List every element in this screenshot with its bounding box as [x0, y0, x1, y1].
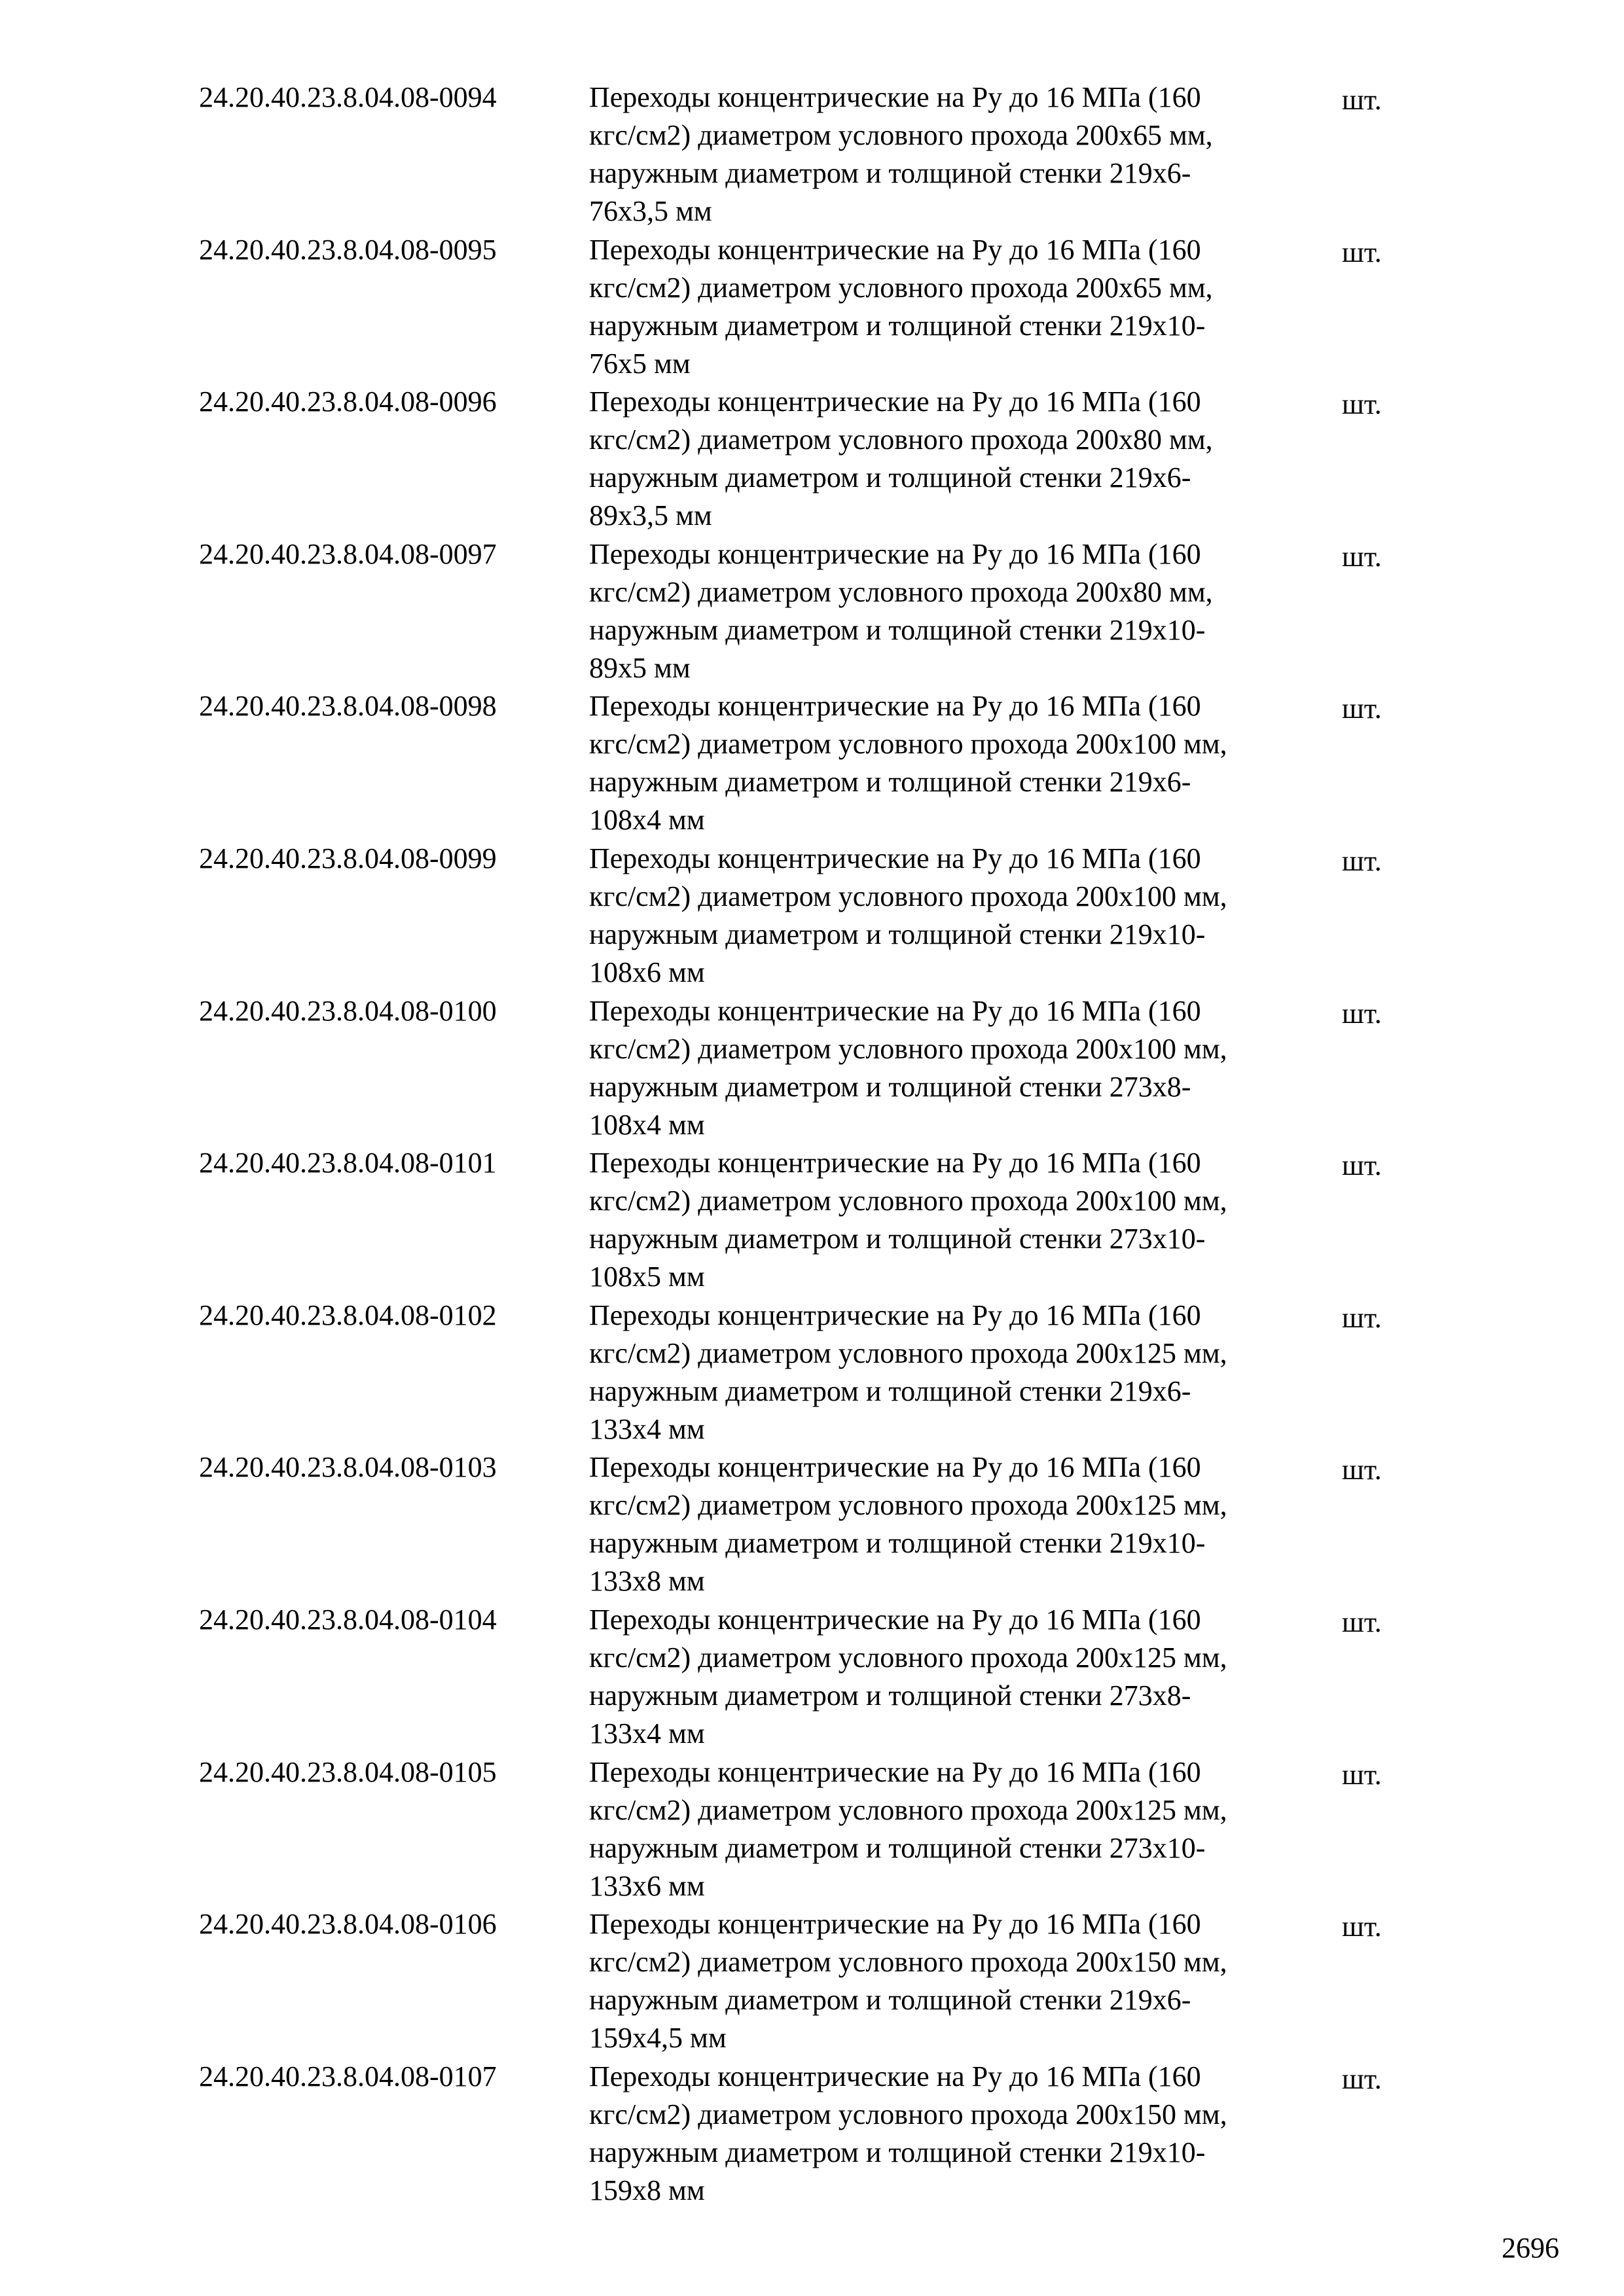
description-line: Переходы концентрические на Ру до 16 МПа (160	[589, 1908, 1201, 1941]
description-line: кгс/см2) диаметром условного прохода 200х150 мм,	[589, 2098, 1227, 2130]
item-code: 24.20.40.23.8.04.08-0100	[199, 994, 497, 1027]
description-line: Переходы концентрические на Ру до 16 МПа (160	[589, 537, 1201, 570]
description-line: наружным диаметром и толщиной стенки 219х10-	[589, 1527, 1206, 1560]
table-row	[199, 1144, 1475, 1297]
item-unit: шт.	[1342, 1910, 1382, 1943]
description-line: наружным диаметром и толщиной стенки 219х6-	[589, 157, 1191, 189]
description-line: Переходы концентрические на Ру до 16 МПа (160	[589, 1147, 1201, 1179]
description-line: кгс/см2) диаметром условного прохода 200х150 мм,	[589, 1946, 1227, 1979]
item-code: 24.20.40.23.8.04.08-0105	[199, 1755, 497, 1788]
item-description	[589, 2058, 1342, 2210]
description-line: 133х8 мм	[589, 1565, 705, 1598]
description-line: 89х3,5 мм	[589, 499, 712, 532]
item-description	[589, 1601, 1342, 1753]
description-line: наружным диаметром и толщиной стенки 219х6-	[589, 766, 1191, 798]
item-description	[589, 535, 1342, 687]
table-row	[199, 1905, 1475, 2058]
description-line: наружным диаметром и толщиной стенки 273х8-	[589, 1679, 1191, 1712]
table-row	[199, 687, 1475, 840]
item-code: 24.20.40.23.8.04.08-0097	[199, 537, 497, 570]
description-line: Переходы концентрические на Ру до 16 МПа (160	[589, 690, 1201, 723]
description-line: наружным диаметром и толщиной стенки 219х6-	[589, 461, 1191, 494]
item-code: 24.20.40.23.8.04.08-0099	[199, 842, 497, 874]
item-description	[589, 1297, 1342, 1448]
price-list-table	[199, 79, 1475, 2210]
description-line: 108х4 мм	[589, 1108, 705, 1141]
table-row	[199, 1448, 1475, 1601]
description-line: наружным диаметром и толщиной стенки 219х6-	[589, 1374, 1191, 1407]
item-code: 24.20.40.23.8.04.08-0106	[199, 1908, 497, 1941]
item-code: 24.20.40.23.8.04.08-0107	[199, 2060, 497, 2092]
description-line: кгс/см2) диаметром условного прохода 200х65 мм,	[589, 271, 1213, 304]
description-line: Переходы концентрические на Ру до 16 МПа (160	[589, 1299, 1201, 1331]
description-line: 108х4 мм	[589, 804, 705, 836]
description-line: кгс/см2) диаметром условного прохода 200х100 мм,	[589, 1185, 1227, 1217]
item-description	[589, 1753, 1342, 1905]
item-code: 24.20.40.23.8.04.08-0101	[199, 1147, 497, 1179]
description-line: Переходы концентрические на Ру до 16 МПа (160	[589, 2060, 1201, 2092]
description-line: кгс/см2) диаметром условного прохода 200х65 мм,	[589, 119, 1213, 151]
page-number: 2696	[1502, 2232, 1559, 2264]
table-row	[199, 2058, 1475, 2210]
table-row	[199, 535, 1475, 688]
item-unit: шт.	[1342, 236, 1382, 268]
table-row	[199, 1601, 1475, 1753]
item-description	[589, 1144, 1342, 1296]
item-code: 24.20.40.23.8.04.08-0104	[199, 1603, 497, 1636]
description-line: наружным диаметром и толщиной стенки 219х10-	[589, 918, 1206, 950]
description-line: Переходы концентрические на Ру до 16 МПа (160	[589, 81, 1201, 113]
description-line: 76х3,5 мм	[589, 195, 712, 227]
item-code: 24.20.40.23.8.04.08-0098	[199, 690, 497, 723]
description-line: наружным диаметром и толщиной стенки 219х10-	[589, 2136, 1206, 2168]
description-line: наружным диаметром и толщиной стенки 273х10-	[589, 1223, 1206, 1255]
description-line: кгс/см2) диаметром условного прохода 200х100 мм,	[589, 1032, 1227, 1065]
description-line: 159х8 мм	[589, 2174, 705, 2206]
item-unit: шт.	[1342, 844, 1382, 877]
item-unit: шт.	[1342, 1758, 1382, 1791]
item-description	[589, 79, 1342, 230]
item-unit: шт.	[1342, 1149, 1382, 1182]
description-line: наружным диаметром и толщиной стенки 219х10-	[589, 613, 1206, 646]
item-unit: шт.	[1342, 540, 1382, 573]
description-line: 133х6 мм	[589, 1869, 705, 1902]
description-line: 159х4,5 мм	[589, 2022, 727, 2054]
item-description	[589, 383, 1342, 535]
description-line: кгс/см2) диаметром условного прохода 200х100 мм,	[589, 728, 1227, 761]
item-unit: шт.	[1342, 692, 1382, 725]
description-line: наружным диаметром и толщиной стенки 273х8-	[589, 1070, 1191, 1103]
description-line: Переходы концентрические на Ру до 16 МПа (160	[589, 1451, 1201, 1484]
description-line: 133х4 мм	[589, 1412, 705, 1445]
description-line: кгс/см2) диаметром условного прохода 200х100 мм,	[589, 880, 1227, 912]
item-code: 24.20.40.23.8.04.08-0096	[199, 386, 497, 418]
description-line: Переходы концентрические на Ру до 16 МПа (160	[589, 842, 1201, 874]
item-unit: шт.	[1342, 1454, 1382, 1486]
table-row	[199, 1753, 1475, 1906]
description-line: кгс/см2) диаметром условного прохода 200х125 мм,	[589, 1336, 1227, 1369]
item-unit: шт.	[1342, 84, 1382, 116]
description-line: 89х5 мм	[589, 651, 691, 684]
item-unit: шт.	[1342, 2062, 1382, 2095]
description-line: Переходы концентрические на Ру до 16 МПа (160	[589, 386, 1201, 418]
item-unit: шт.	[1342, 997, 1382, 1030]
item-description	[589, 992, 1342, 1144]
item-description	[589, 840, 1342, 992]
item-unit: шт.	[1342, 1605, 1382, 1638]
item-code: 24.20.40.23.8.04.08-0095	[199, 233, 497, 266]
description-line: Переходы концентрические на Ру до 16 МПа (160	[589, 1755, 1201, 1788]
table-row	[199, 992, 1475, 1145]
item-unit: шт.	[1342, 1301, 1382, 1334]
description-line: Переходы концентрические на Ру до 16 МПа (160	[589, 233, 1201, 266]
description-line: 108х5 мм	[589, 1261, 705, 1293]
description-line: 76х5 мм	[589, 347, 691, 380]
description-line: кгс/см2) диаметром условного прохода 200х125 мм,	[589, 1793, 1227, 1826]
description-line: кгс/см2) диаметром условного прохода 200х125 мм,	[589, 1641, 1227, 1674]
item-description	[589, 231, 1342, 383]
table-row	[199, 79, 1475, 231]
description-line: наружным диаметром и толщиной стенки 219х10-	[589, 309, 1206, 342]
table-row	[199, 1297, 1475, 1449]
item-description	[589, 1448, 1342, 1600]
description-line: кгс/см2) диаметром условного прохода 200х80 мм,	[589, 423, 1213, 456]
description-line: кгс/см2) диаметром условного прохода 200х80 мм,	[589, 575, 1213, 608]
item-code: 24.20.40.23.8.04.08-0094	[199, 81, 497, 113]
item-code: 24.20.40.23.8.04.08-0102	[199, 1299, 497, 1331]
description-line: 108х6 мм	[589, 956, 705, 988]
table-row	[199, 383, 1475, 535]
description-line: 133х4 мм	[589, 1717, 705, 1749]
description-line: наружным диаметром и толщиной стенки 273х10-	[589, 1831, 1206, 1864]
description-line: Переходы концентрические на Ру до 16 МПа (160	[589, 994, 1201, 1027]
item-unit: шт.	[1342, 388, 1382, 421]
item-code: 24.20.40.23.8.04.08-0103	[199, 1451, 497, 1484]
item-description	[589, 1905, 1342, 2057]
table-row	[199, 231, 1475, 384]
description-line: Переходы концентрические на Ру до 16 МПа (160	[589, 1603, 1201, 1636]
description-line: наружным диаметром и толщиной стенки 219х6-	[589, 1984, 1191, 2017]
item-description	[589, 687, 1342, 839]
description-line: кгс/см2) диаметром условного прохода 200х125 мм,	[589, 1489, 1227, 1522]
table-row	[199, 840, 1475, 992]
